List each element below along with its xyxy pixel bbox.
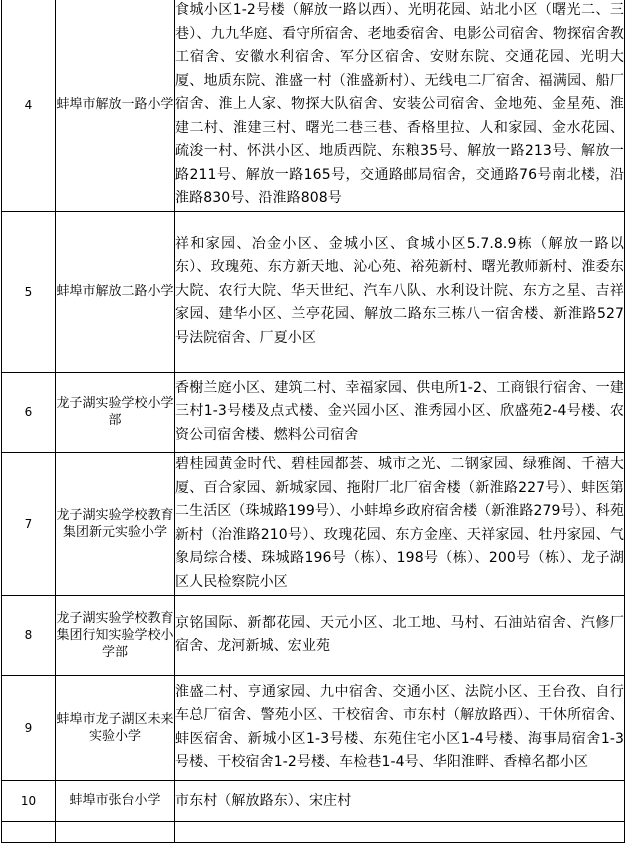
row-number: 6 xyxy=(2,372,56,452)
enrollment-area: 市东村（解放路东）、宋庄村 xyxy=(175,780,625,821)
row-number: 4 xyxy=(2,0,56,211)
table-row xyxy=(2,675,625,780)
school-name: 龙子湖实验学校教育集团行知实验学校小学部 xyxy=(56,595,175,675)
enrollment-area: 淮盛二村、亨通家园、九中宿舍、交通小区、法院小区、王台孜、自行车总厂宿舍、警苑小区、干校宿舍、市东村（解放路西）、干休所宿舍、蚌医宿舍、新城小区1-3号楼、东苑住宅小区1-4号楼、海事局宿舍1-3号楼、干校宿舍1-2号楼、车检巷1-4号、华阳淮畔、香樟名都小区 xyxy=(175,675,625,780)
row-number: 10 xyxy=(2,780,56,821)
school-name: 蚌埠市解放二路小学 xyxy=(56,211,175,372)
school-name: 龙子湖实验学校教育集团新元实验小学 xyxy=(56,452,175,595)
school-name-empty xyxy=(56,821,175,842)
table-row xyxy=(2,452,625,595)
row-number-empty xyxy=(2,821,56,842)
enrollment-area: 京铭国际、新都花园、天元小区、北工地、马村、石油站宿舍、汽修厂宿舍、龙河新城、宏业苑 xyxy=(175,595,625,675)
enrollment-area-empty xyxy=(175,821,625,842)
table-row xyxy=(2,372,625,452)
row-number: 9 xyxy=(2,675,56,780)
table-row-partial xyxy=(2,821,625,842)
row-number: 8 xyxy=(2,595,56,675)
table-row xyxy=(2,0,625,211)
enrollment-area: 祥和家园、冶金小区、金城小区、食城小区5.7.8.9栋（解放一路以东）、玫瑰苑、东方新天地、沁心苑、裕苑新村、曙光教师新村、淮委东大院、农行大院、华天世纪、汽车八队、水利设计院、东方之星、吉祥家园、建华小区、兰亭花园、解放二路东三栋八一宿舍楼、新淮路527号法院宿舍、厂夏小区 xyxy=(175,211,625,372)
enrollment-area: 香榭兰庭小区、建筑二村、幸福家园、供电所1-2、工商银行宿舍、一建三村1-3号楼及点式楼、金兴园小区、淮秀园小区、欣盛苑2-4号楼、农资公司宿舍楼、燃料公司宿舍 xyxy=(175,372,625,452)
table-row xyxy=(2,211,625,372)
table-row xyxy=(2,595,625,675)
row-number: 7 xyxy=(2,452,56,595)
school-name: 蚌埠市龙子湖区未来实验小学 xyxy=(56,675,175,780)
row-number: 5 xyxy=(2,211,56,372)
enrollment-area: 碧桂园黄金时代、碧桂园都荟、城市之光、二钢家园、绿雅阁、千禧大厦、百合家园、新城家园、拖附厂北厂宿舍楼（新淮路227号）、蚌医第二生活区（珠城路199号）、小蚌埠乡政府宿舍楼（新淮路279号）、科苑新村（治淮路210号）、玫瑰花园、东方金座、天祥家园、牡丹家园、气象局综合楼、珠城路196号（栋）、198号（栋）、200号（栋）、龙子湖区人民检察院小区 xyxy=(175,452,625,595)
enrollment-area: 食城小区1-2号楼（解放一路以西）、光明花园、站北小区（曙光二、三巷）、九九华庭、看守所宿舍、老地委宿舍、电影公司宿舍、物探宿舍教工宿舍、安徽水利宿舍、军分区宿舍、安财东院、交通花园、光明大厦、地质东院、淮盛一村（淮盛新村）、无线电二厂宿舍、福满园、船厂宿舍、淮上人家、物探大队宿舍、安装公司宿舍、金地苑、金星苑、淮建二村、淮建三村、曙光二巷三巷、香格里拉、人和家园、金水花园、疏浚一村、怀洪小区、地质西院、东粮35号、解放一路213号、解放一路211号、解放一路165号，交通路邮局宿舍，交通路76号南北楼，沿淮路830号、沿淮路808号 xyxy=(175,0,625,211)
school-name: 蚌埠市解放一路小学 xyxy=(56,0,175,211)
school-district-table xyxy=(1,0,625,843)
school-name: 龙子湖实验学校小学部 xyxy=(56,372,175,452)
table-row xyxy=(2,780,625,821)
school-name: 蚌埠市张台小学 xyxy=(56,780,175,821)
